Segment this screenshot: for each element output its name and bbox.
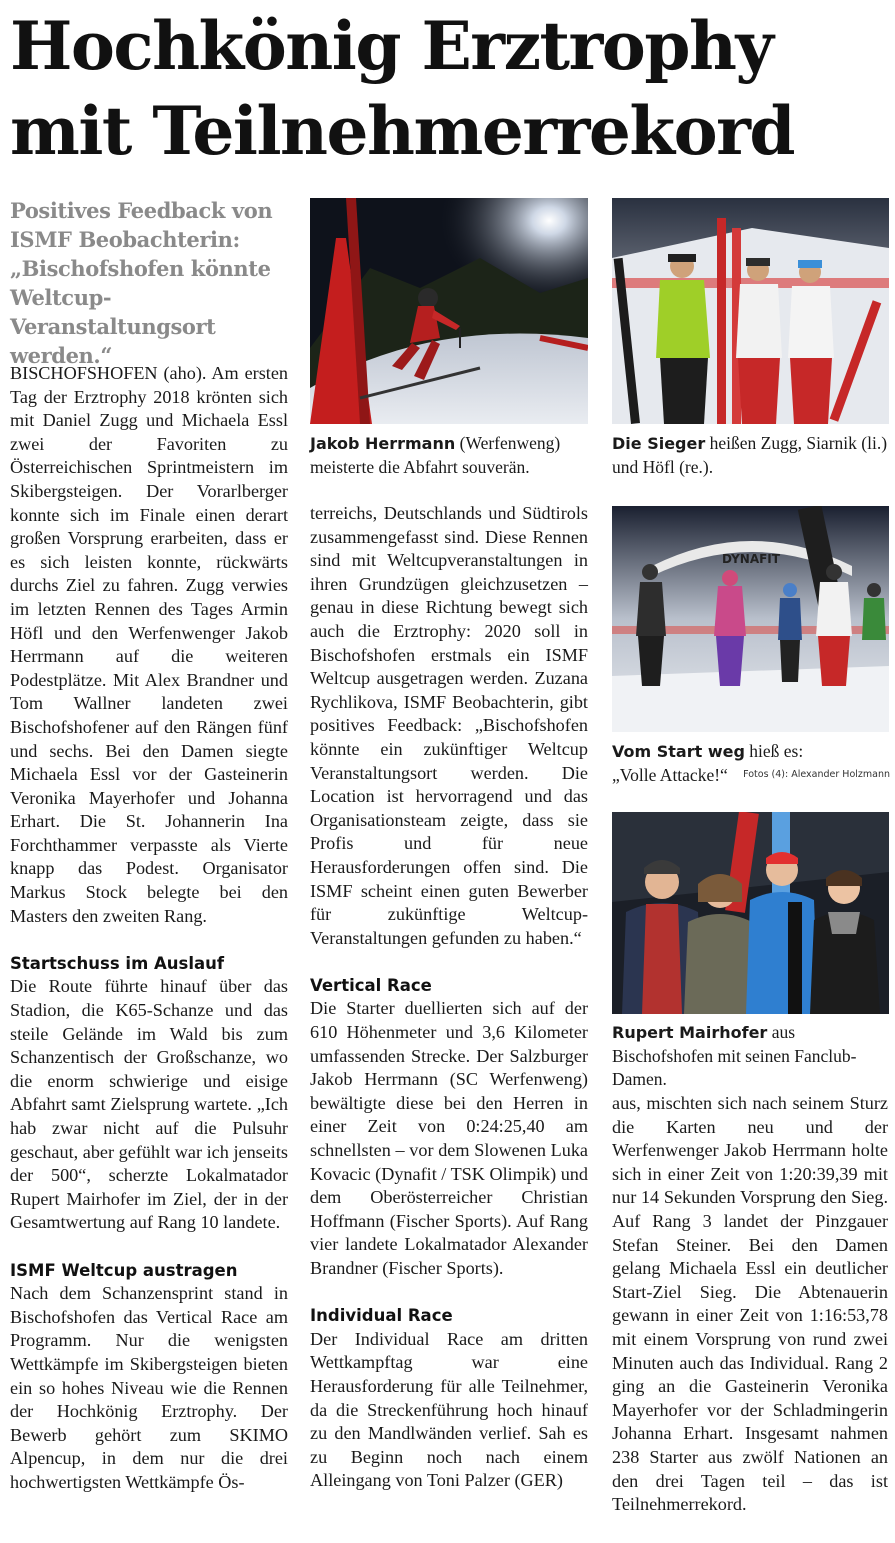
caption-photo-4-bold: Rupert Mairhofer	[612, 1023, 768, 1042]
intro-paragraph: BISCHOFSHOFEN (aho). Am ersten Tag der Erztrophy 2018 krönten sich mit Daniel Zugg und Michaela Essl zwei der Favoriten zu Österreichischen Sprintmeistern im Skibergsteigen. Der Vorarlberger konnte sich im Finale einen derart großen Vorsprung erarbeiten, dass er es sich leisten konnte, rückwärts durchs Ziel zu fahren. Zugg verwies im letzten Rennen des Tages Armin Höfl und den Werfenwenger Jakob Herrmann auf die weiteren Podestplätze. Mit Alex Brandner und Tom Wallner landeten zwei Bischofshofener auf den Rängen fünf und sechs. Bei den Damen siegte Michaela Essl vor der Gasteinerin Veronika Mayerhofer und Johanna Erhart. Die St. Johannerin Ina Forchthammer verpasste als Vierte knapp das Podest. Organisator Markus Stock belegte bei den Masters den zweiten Rang.	[10, 363, 288, 926]
photo-credit: Fotos (4): Alexander Holzmann	[743, 769, 890, 780]
caption-photo-2	[612, 432, 889, 479]
photo-winners	[612, 198, 889, 424]
caption-photo-3-bold: Vom Start weg	[612, 742, 745, 761]
section-heading-startschuss: Startschuss im Auslauf	[10, 953, 225, 973]
section-heading-weltcup: ISMF Weltcup austragen	[10, 1260, 238, 1280]
caption-photo-1-text: (Werfenweng) meisterte die Abfahrt souverän.	[310, 433, 561, 477]
caption-photo-3-text: hieß es: „Volle Attacke!“	[612, 741, 804, 785]
section-weltcup-text-part2: terreichs, Deutschlands und Südtirols zusammengefasst sind. Diese Rennen sind mit Weltcupveranstaltungen in ihren Grundzügen gleichzusetzen – genau in diese Richtung bewegt sich auch die Erztrophy: 2020 soll in Bischofshofen erstmals ein ISMF Weltcup ausgetragen werden. Zuzana Rychlikova, ISMF Beobachterin, gibt positives Feedback: „Bischofshofen könnte ein zukünftiger Weltcup Veranstaltungsort werden. Die Location ist hervorragend und das Organisationsteam zeigte, dass sie Profis und für neue Herausforderungen offen sind. Die ISMF scheint einen guten Bewerber für zukünftige Weltcup-Veranstaltungen gefunden zu haben.“	[310, 503, 588, 948]
subheadline: Positives Feedback von ISMF Beobachterin: „Bischofshofen könnte Weltcup-Veranstaltungsort werden.“	[10, 198, 273, 368]
article-column-3	[612, 1092, 888, 1517]
headline-line-1: Hochkönig Erztrophy	[10, 7, 773, 85]
article-column-2	[310, 502, 588, 1493]
caption-photo-1-bold: Jakob Herrmann	[310, 434, 456, 453]
photo-fanclub	[612, 812, 889, 1014]
dynafit-banner-text: DYNAFIT	[722, 552, 780, 566]
section-vertical-race-text: Die Starter duellierten sich auf der 610 Höhenmeter und 3,6 Kilometer umfassenden Strecke. Der Salzburger Jakob Herrmann (SC Werfenweng) bewältigte diese bei den Herren in einer Zeit von 0:24:25,40 am schnellsten – vor dem Slowenen Luka Kovacic (Dynafit / TSK Olimpik) und dem Oberösterreicher Christian Hoffmann (Fischer Sports). Auf Rang vier landete Lokalmatador Alexander Brandner (Fischer Sports).	[310, 998, 588, 1278]
caption-photo-4-text: aus Bischofshofen mit seinen Fanclub-Damen.	[612, 1022, 857, 1089]
section-startschuss-text: Die Route führte hinauf über das Stadion, die K65-Schanze und das steile Gelände im Wald bis zum Schanzentisch der Großschanze, wo die enorm schwierige und eisige Abfahrt samt Zielsprung wartete. „Ich hab zwar nicht auf die Pulsuhr geschaut, aber gefühlt war ich jenseits der 500“, scherzte Lokalmatador Rupert Mairhofer im Ziel, der in der Gesamtwertung auf Rang 10 landete.	[10, 976, 288, 1233]
headline-line-2: mit Teilnehmerrekord	[10, 92, 795, 170]
photo-downhill-skier	[310, 198, 588, 424]
section-heading-vertical-race: Vertical Race	[310, 975, 432, 995]
section-heading-individual-race: Individual Race	[310, 1306, 453, 1326]
photo-race-start	[612, 506, 889, 732]
headline	[10, 4, 890, 174]
section-weltcup-text-part1: Nach dem Schanzensprint stand in Bischofshofen das Vertical Race am Programm. Nur die wenigsten Wettkämpfe im Skibergsteigen bieten ein so hohes Niveau wie die Rennen der Hochkönig Erztrophy. Der Bewerb gehört zum SKIMO Alpencup, in dem nur die drei hochwertigsten Wettkämpfe Ös-	[10, 1283, 288, 1492]
caption-photo-4	[612, 1021, 889, 1092]
section-individual-race-text-part2: aus, mischten sich nach seinem Sturz die Karten neu und der Werfenwenger Jakob Herrmann holte sich in einer Zeit von 1:20:39,39 mit nur 14 Sekunden Vorsprung den Sieg. Auf Rang 3 landet der Pinzgauer Stefan Steiner. Bei den Damen gelang Michaela Essl ein deutlicher Start-Ziel Sieg. Die Abtenauerin gewann in einer Zeit von 1:16:53,78 mit einem Vorsprung von rund zwei Minuten auch das Individual. Rang 2 ging an die Gasteinerin Veronika Mayerhofer vor der Schladmingerin Johanna Erhart. Insgesamt nahmen 238 Starter aus zwölf Nationen an den drei Tagen teil – das ist Teilnehmerrekord.	[612, 1093, 888, 1515]
caption-photo-2-text: heißen Zugg, Siarnik (li.) und Höfl (re.).	[612, 433, 888, 477]
caption-photo-1	[310, 432, 588, 479]
article-column-1	[10, 362, 288, 1495]
caption-photo-2-bold: Die Sieger	[612, 434, 706, 453]
section-individual-race-text-part1: Der Individual Race am dritten Wettkampftag war eine Herausforderung für alle Teilnehmer, da die Streckenführung hoch hinauf zu den Mandlwänden verlief. Sah es zu Beginn noch nach einem Alleingang von Toni Palzer (GER)	[310, 1328, 588, 1491]
